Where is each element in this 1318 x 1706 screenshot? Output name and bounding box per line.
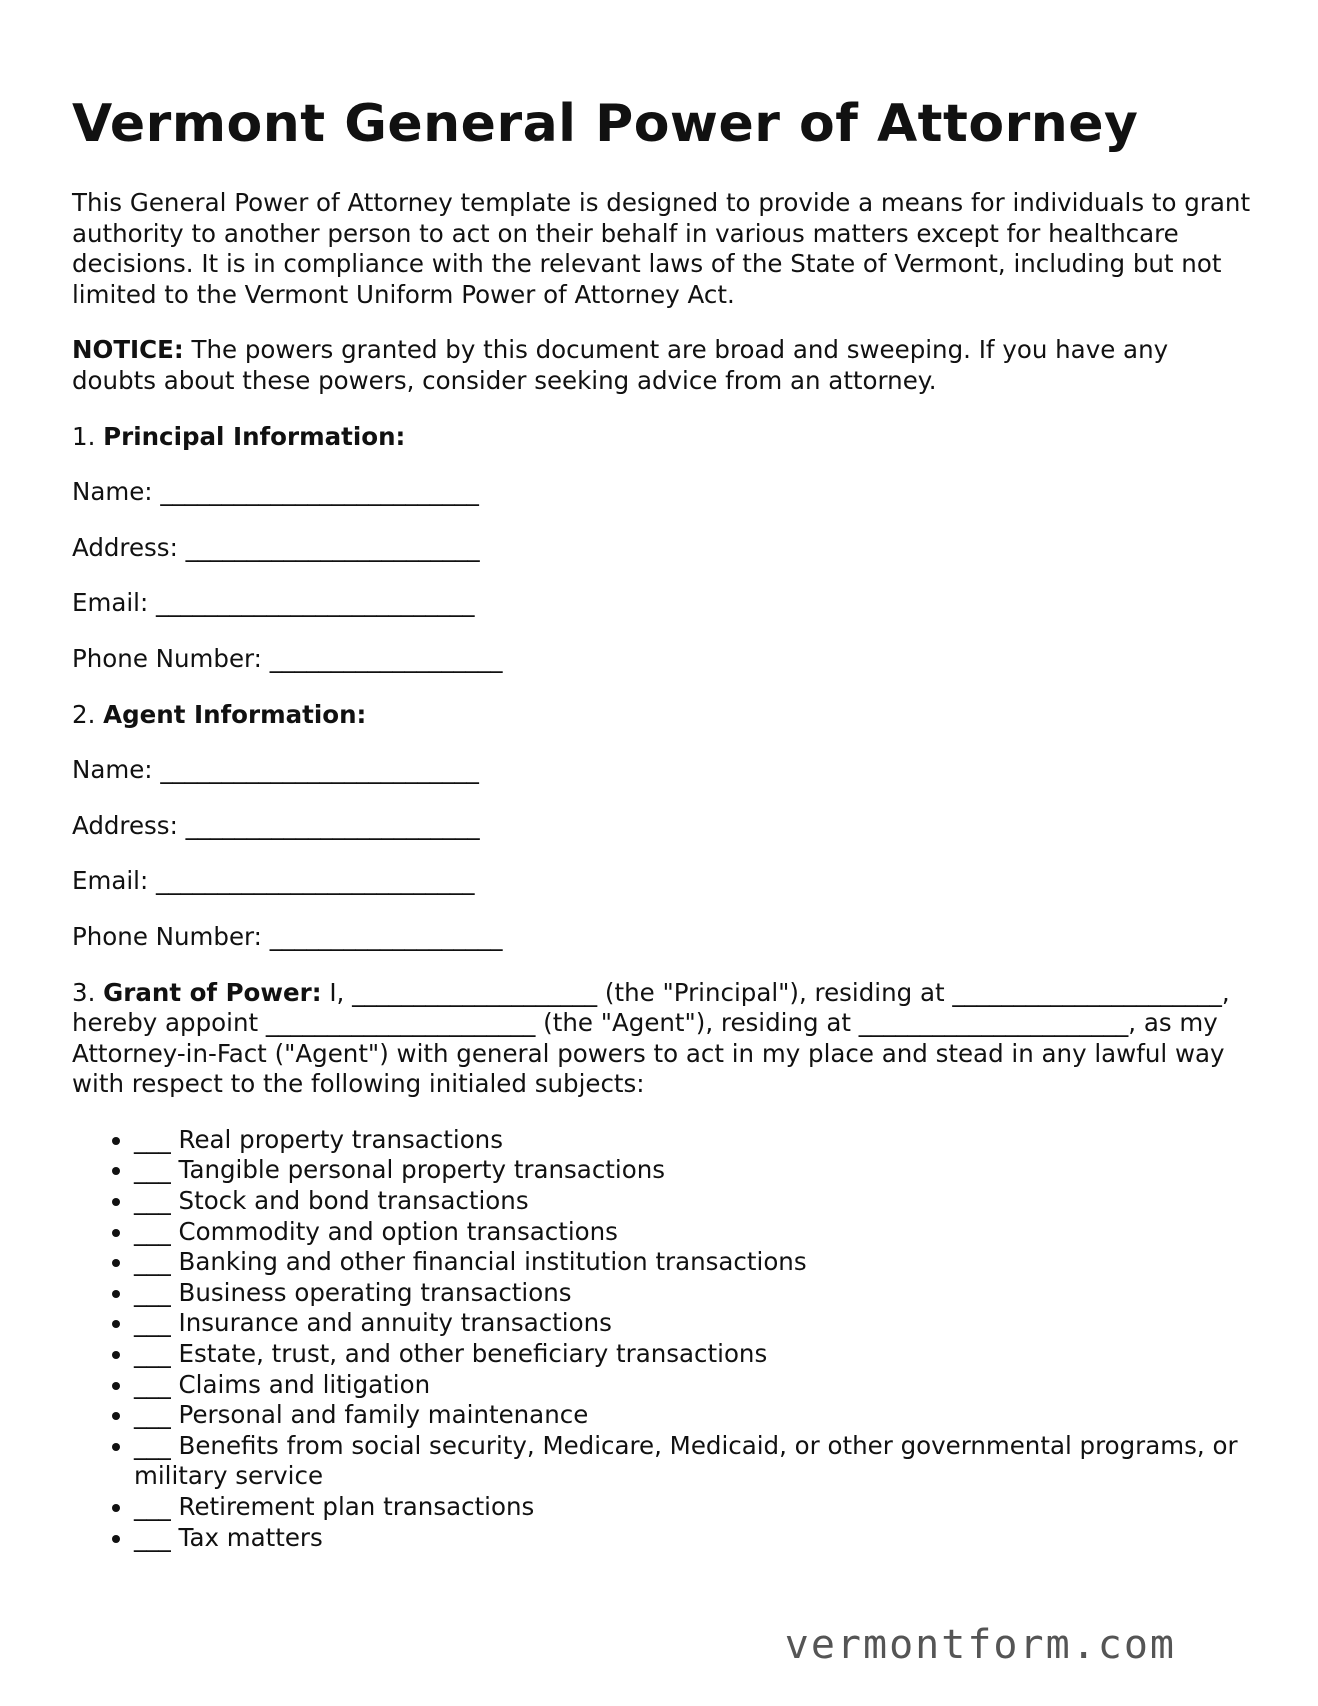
agent-address-blank[interactable]: ________________________ [185, 810, 480, 840]
grant-text-part-3: , hereby appoint [72, 977, 1230, 1038]
principal-email-field [72, 588, 1252, 619]
agent-residence-blank[interactable]: ______________________ [858, 1008, 1129, 1038]
principal-address-field [72, 533, 1252, 564]
list-item: • ___ Real property transactions [134, 1125, 1252, 1156]
grant-text-part-2: (the "Principal"), residing at [597, 977, 953, 1007]
notice-label: NOTICE: [72, 335, 184, 365]
grant-heading-text: Grant of Power: [103, 977, 322, 1007]
document-body [72, 188, 1252, 1553]
list-item: • ___ Commodity and option transactions [134, 1217, 1252, 1248]
list-item: • ___ Tax matters [134, 1523, 1252, 1554]
list-item: • ___ Benefits from social security, Medicare, Medicaid, or other governmental programs, or military service [134, 1431, 1252, 1492]
list-item: • ___ Claims and litigation [134, 1370, 1252, 1401]
principal-name-blank[interactable]: __________________________ [160, 477, 479, 507]
list-item: • ___ Business operating transactions [134, 1278, 1252, 1309]
agent-email-field [72, 866, 1252, 897]
document-title: Vermont General Power of Attorney [72, 94, 1139, 154]
principal-heading-text: Principal Information: [103, 421, 406, 451]
agent-section-number: 2. [72, 699, 104, 729]
principal-section-number: 1. [72, 421, 104, 451]
principal-phone-label: Phone Number: [72, 643, 270, 673]
notice-paragraph [72, 335, 1252, 396]
principal-address-blank[interactable]: ________________________ [185, 532, 480, 562]
principal-name-label: Name: [72, 477, 161, 507]
grant-section-number: 3. [72, 977, 104, 1007]
agent-heading-text: Agent Information: [103, 699, 367, 729]
site-watermark: vermontform.com [784, 1622, 1176, 1668]
principal-name-field [72, 477, 1252, 508]
agent-email-blank[interactable]: __________________________ [156, 866, 475, 896]
agent-address-field [72, 811, 1252, 842]
agent-phone-label: Phone Number: [72, 921, 270, 951]
agent-phone-blank[interactable]: ___________________ [269, 921, 503, 951]
agent-name-inline-blank[interactable]: ______________________ [265, 1008, 536, 1038]
principal-address-label: Address: [72, 532, 186, 562]
grant-of-power-paragraph [72, 978, 1252, 1100]
principal-email-blank[interactable]: __________________________ [156, 588, 475, 618]
list-item: • ___ Retirement plan transactions [134, 1492, 1252, 1523]
agent-email-label: Email: [72, 866, 157, 896]
list-item: • ___ Estate, trust, and other beneficiary transactions [134, 1339, 1252, 1370]
principal-phone-blank[interactable]: ___________________ [269, 643, 503, 673]
list-item: • ___ Personal and family maintenance [134, 1400, 1252, 1431]
grant-text-part-4: (the "Agent"), residing at [535, 1008, 859, 1038]
agent-phone-field [72, 922, 1252, 953]
agent-name-label: Name: [72, 755, 161, 785]
initialed-subjects-list [72, 1125, 1252, 1553]
agent-name-blank[interactable]: __________________________ [160, 755, 479, 785]
agent-name-field [72, 755, 1252, 786]
agent-section-heading [72, 700, 1252, 731]
notice-text: The powers granted by this document are broad and sweeping. If you have any doubts about these powers, consider seeking advice from an attorney. [72, 335, 1169, 395]
list-item: • ___ Insurance and annuity transactions [134, 1308, 1252, 1339]
principal-residence-blank[interactable]: ______________________ [952, 977, 1222, 1007]
agent-address-label: Address: [72, 810, 186, 840]
principal-phone-field [72, 644, 1252, 675]
grant-text-part-5: , as my Attorney-in-Fact ("Agent") with general powers to act in my place and stead in any lawful way with respect to the following initialed subjects: [72, 1008, 1225, 1099]
principal-name-inline-blank[interactable]: ____________________ [352, 977, 598, 1007]
principal-section-heading [72, 422, 1252, 453]
intro-paragraph: This General Power of Attorney template is designed to provide a means for individuals to grant authority to another person to act on their behalf in various matters except for healthcare decisions. It is in compliance with the relevant laws of the State of Vermont, including but not limited to the Vermont Uniform Power of Attorney Act. [72, 188, 1251, 309]
list-item: • ___ Tangible personal property transactions [134, 1155, 1252, 1186]
list-item: • ___ Stock and bond transactions [134, 1186, 1252, 1217]
list-item: • ___ Banking and other financial institution transactions [134, 1247, 1252, 1278]
principal-email-label: Email: [72, 588, 157, 618]
grant-text-part-1: I, [321, 977, 353, 1007]
